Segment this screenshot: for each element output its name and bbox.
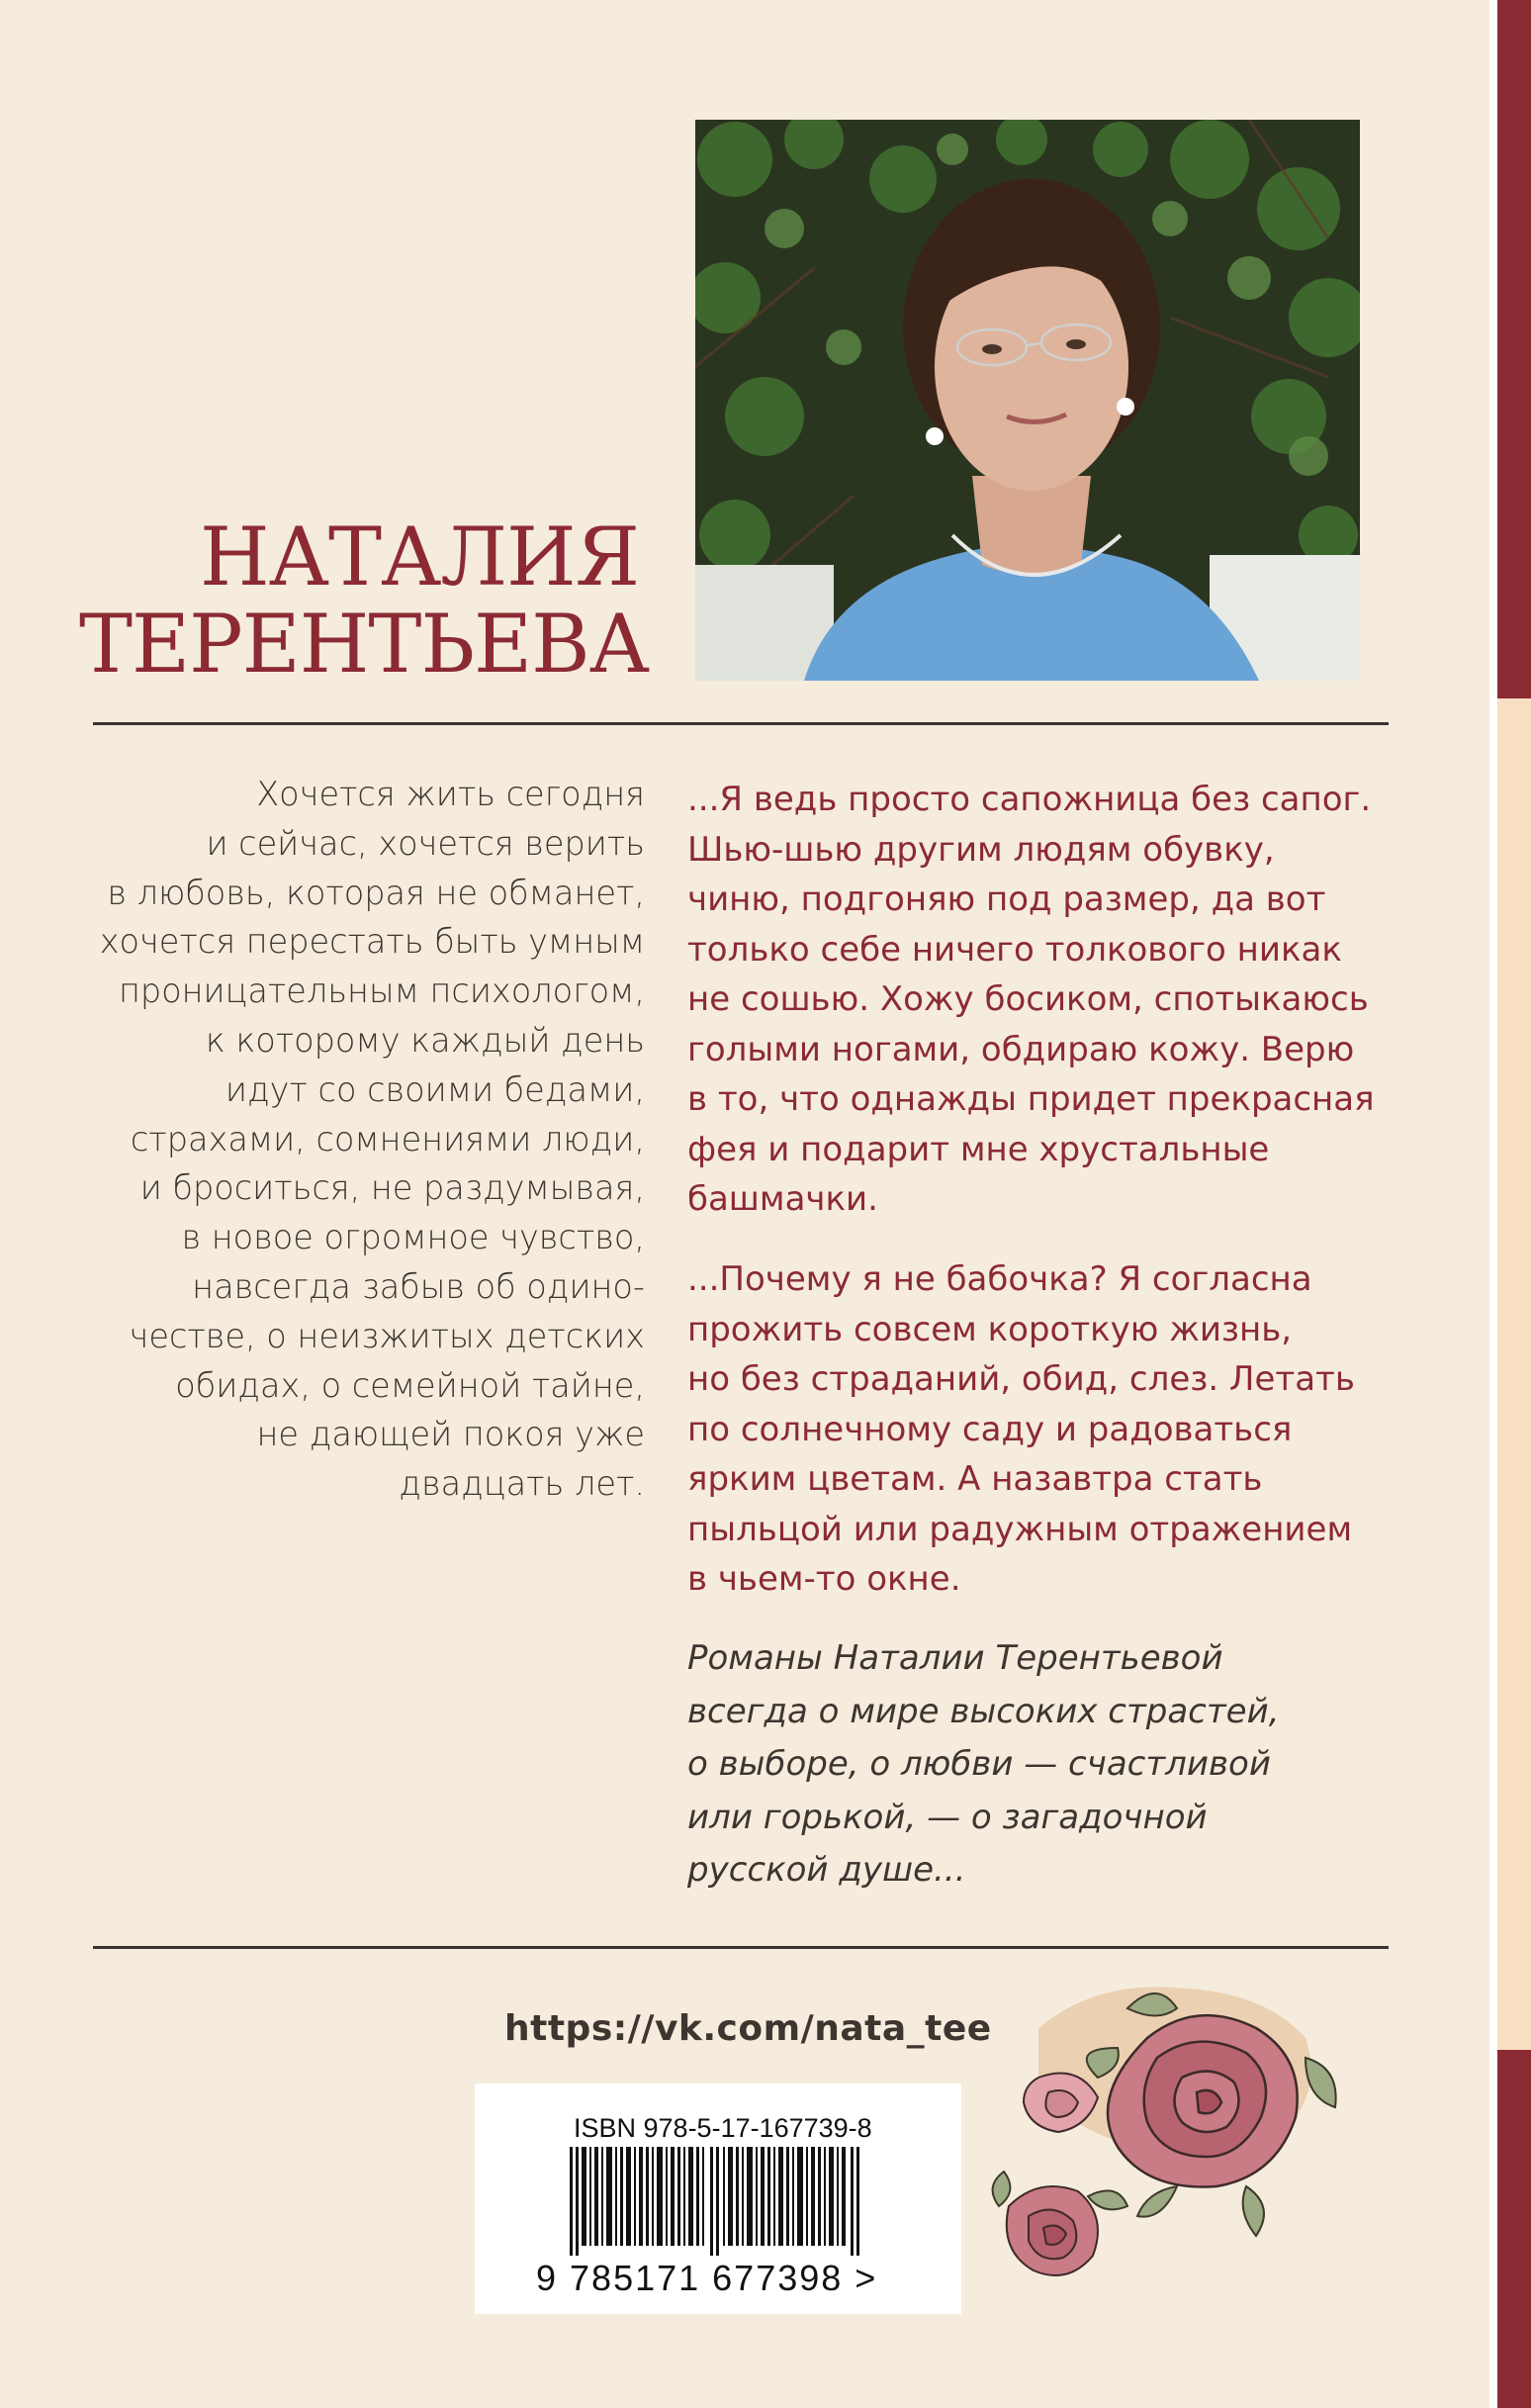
description-line: в новое огромное чувство, xyxy=(181,1218,645,1257)
description-line: к которому каждый день xyxy=(205,1020,645,1060)
author-portrait xyxy=(695,120,1360,681)
quote-line: Шью-шью другим людям обувку, xyxy=(687,829,1275,870)
spine-edge xyxy=(1489,0,1497,2408)
quote-line: но без страданий, обид, слез. Летать xyxy=(687,1359,1355,1399)
description-line: навсегда забыв об одино- xyxy=(192,1266,645,1306)
quote-line: только себе ничего толкового никак xyxy=(687,929,1342,970)
quote-line: башмачки. xyxy=(687,1179,878,1219)
rose-flowers-icon xyxy=(979,1969,1375,2305)
author-social-link[interactable]: https://vk.com/nata_tee xyxy=(504,2008,992,2049)
quote-butterfly xyxy=(687,1254,1399,1605)
quote-line: не сошью. Хожу босиком, спотыкаюсь xyxy=(687,979,1369,1019)
quote-line: фея и подарит мне хрустальные xyxy=(687,1129,1270,1169)
barcode-bars xyxy=(570,2147,866,2256)
description-line: обидах, о семейной тайне, xyxy=(175,1365,645,1405)
barcode-digits: 9 785171 677398 > xyxy=(536,2258,878,2298)
quote-line: по солнечному саду и радоваться xyxy=(687,1409,1293,1449)
spine-red-band-top xyxy=(1497,0,1531,698)
tagline-line: или горькой, — о загадочной xyxy=(687,1797,1208,1837)
author-first-name: НАТАЛИЯ xyxy=(200,511,639,604)
quote-line: в то, что однажды придет прекрасная xyxy=(687,1079,1375,1119)
isbn-barcode xyxy=(475,2084,961,2314)
divider-bottom xyxy=(93,1946,1389,1949)
quote-shoemaker xyxy=(687,775,1399,1225)
spine-red-band-bottom xyxy=(1497,2050,1531,2408)
divider-top xyxy=(93,722,1389,725)
quote-line: в чьем-то окне. xyxy=(687,1559,961,1599)
tagline-line: Романы Наталии Терентьевой xyxy=(687,1638,1223,1678)
author-last-name: ТЕРЕНТЬЕВА xyxy=(79,599,650,692)
description-line: идут со своими бедами, xyxy=(225,1069,645,1109)
quote-line: ...Я ведь просто сапожница без сапог. xyxy=(687,780,1372,819)
author-name xyxy=(79,511,650,692)
series-tagline xyxy=(687,1632,1399,1898)
description-line: в любовь, которая не обманет, xyxy=(107,873,645,912)
quote-line: прожить совсем короткую жизнь, xyxy=(687,1309,1293,1349)
description-line: и броситься, не раздумывая, xyxy=(139,1168,645,1208)
quote-line: пыльцой или радужным отражением xyxy=(687,1509,1353,1549)
tagline-line: русской душе... xyxy=(687,1850,966,1890)
quote-line: чиню, подгоняю под размер, да вот xyxy=(687,880,1326,919)
description-line: проницательным психологом, xyxy=(118,972,645,1011)
description-line: страхами, сомнениями люди, xyxy=(130,1119,645,1158)
isbn-label: ISBN 978-5-17-167739-8 xyxy=(574,2113,872,2143)
quote-line: ярким цветам. А назавтра стать xyxy=(687,1459,1263,1499)
description-line: двадцать лет. xyxy=(399,1464,645,1504)
description-line: и сейчас, хочется верить xyxy=(206,823,645,863)
description-line: Хочется жить сегодня xyxy=(256,775,645,813)
tagline-line: о выборе, о любви — счастливой xyxy=(687,1744,1271,1784)
description-line: не дающей покоя уже xyxy=(256,1415,645,1454)
description-line: хочется перестать быть умным xyxy=(99,922,645,962)
description-text xyxy=(79,770,645,1509)
description-line: честве, о неизжитых детских xyxy=(129,1316,645,1355)
quote-line: голыми ногами, обдираю кожу. Верю xyxy=(687,1029,1355,1069)
tagline-line: всегда о мире высоких страстей, xyxy=(687,1691,1280,1731)
quote-line: ...Почему я не бабочка? Я согласна xyxy=(687,1259,1312,1299)
